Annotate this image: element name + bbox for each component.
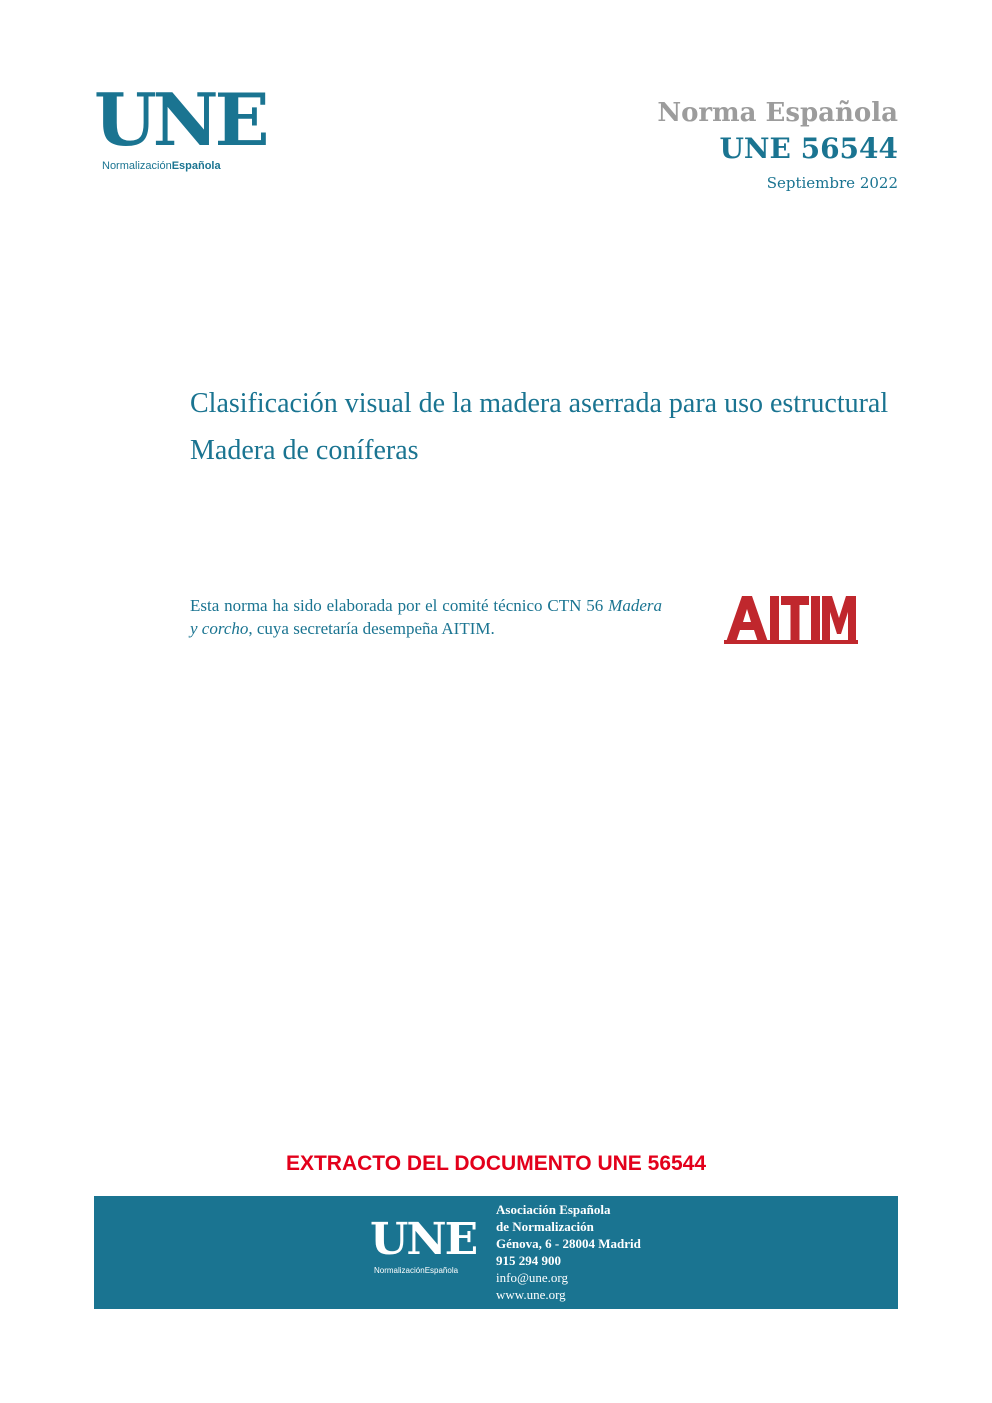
une-logo-tagline [102,160,221,172]
standard-code: UNE 56544 [719,132,898,165]
une-logo-mark: UNE [94,77,266,162]
document-subtitle: Madera de coníferas [190,435,419,466]
footer-org-line2: de Normalización [496,1219,594,1234]
une-logo-tagline-light: Normalización [102,160,172,172]
footer-band [94,1196,898,1309]
aitim-logo [724,592,858,644]
committee-statement-tail: , cuya secretaría desempeña AITIM. [248,619,495,638]
document-header [657,96,898,192]
footer-une-logo-tagline [374,1266,458,1275]
publication-date: Septiembre 2022 [766,174,898,192]
une-logo-tagline-bold: Española [171,160,221,172]
committee-statement-lead: Esta norma ha sido elaborada por el comité técnico CTN 56 [190,596,609,615]
footer-une-logo [370,1214,480,1278]
footer-org-line1: Asociación Española [496,1202,611,1217]
standard-kind: Norma Española [657,98,898,128]
committee-statement [190,594,662,640]
footer-tagline-light: Normalización [374,1266,425,1275]
footer-tagline-bold: Española [424,1266,459,1275]
footer-phone: 915 294 900 [496,1253,561,1268]
footer-contact [496,1201,641,1303]
document-title: Clasificación visual de la madera aserrada para uso estructural [190,388,889,419]
footer-web-link[interactable]: www.une.org [496,1287,566,1302]
document-title-block [190,386,890,468]
footer-une-logo-mark: UNE [370,1214,477,1265]
extract-notice: EXTRACTO DEL DOCUMENTO UNE 56544 [285,1152,707,1175]
footer-address: Génova, 6 - 28004 Madrid [496,1236,641,1251]
une-logo [94,77,266,176]
committee-name: Madera y corcho [190,596,662,638]
aitim-logo-text: AITIM [724,592,728,593]
footer-email-link[interactable]: info@une.org [496,1270,569,1285]
